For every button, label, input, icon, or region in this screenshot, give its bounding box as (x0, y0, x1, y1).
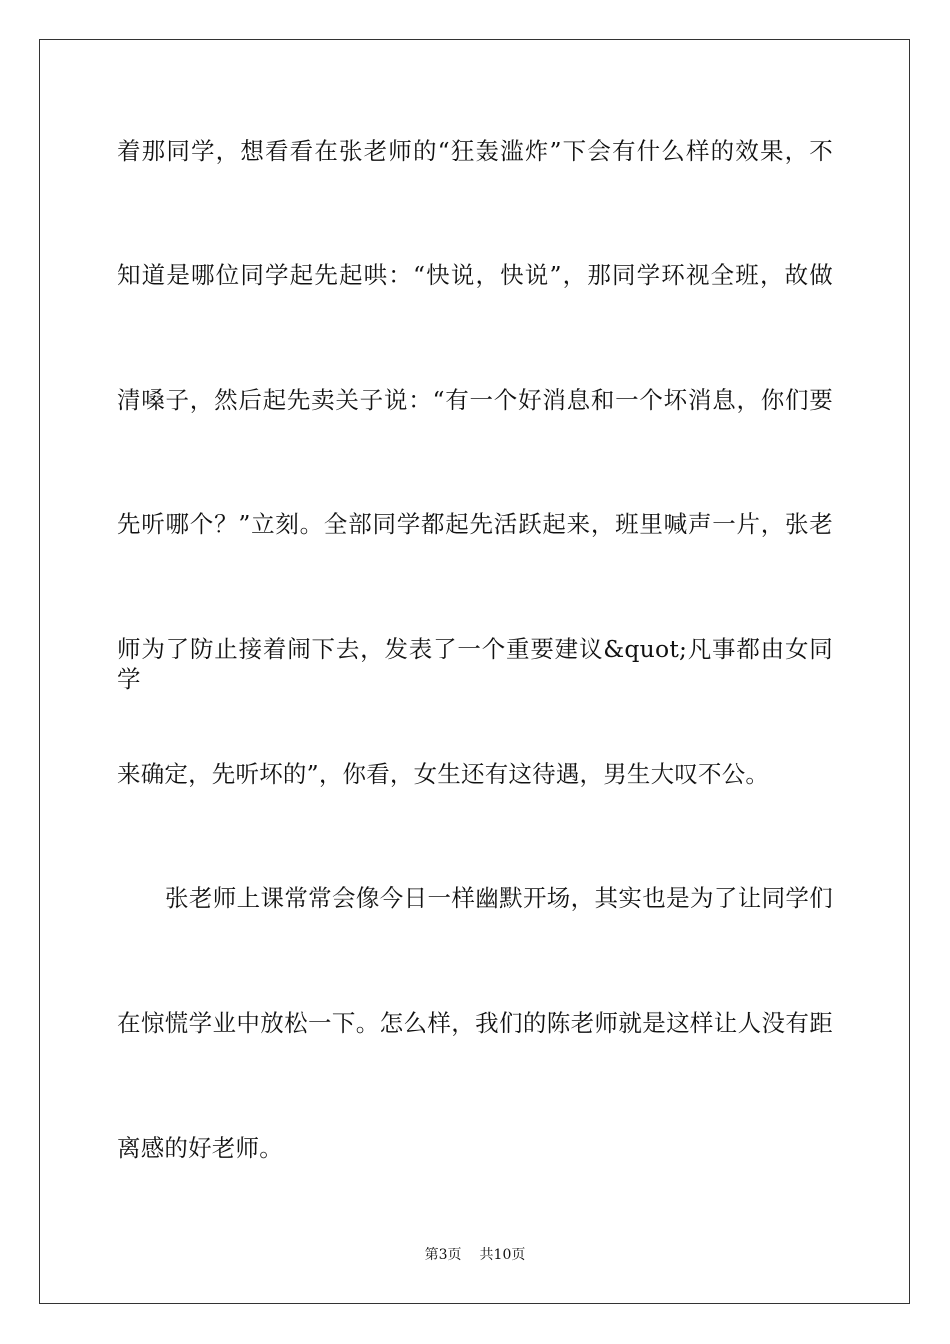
paragraph-line: 着那同学，想看看在张老师的“狂轰滥炸”下会有什么样的效果，不 (117, 137, 833, 165)
paragraph-line: 来确定，先听坏的”，你看，女生还有这待遇，男生大叹不公。 (117, 760, 770, 788)
page-frame (39, 39, 910, 1304)
paragraph-line: 知道是哪位同学起先起哄：“快说，快说”，那同学环视全班，故做 (117, 261, 833, 289)
paragraph-line: 先听哪个？”立刻。全部同学都起先活跃起来，班里喊声一片，张老 (117, 510, 833, 538)
page-number: 第3页 (424, 1247, 462, 1263)
paragraph-line: 离感的好老师。 (117, 1134, 283, 1162)
paragraph-line: 张老师上课常常会像今日一样幽默开场，其实也是为了让同学们 (165, 884, 833, 912)
page-total: 共10页 (479, 1247, 526, 1263)
paragraph-line: 清嗓子，然后起先卖关子说：“有一个好消息和一个坏消息，你们要 (117, 386, 833, 414)
paragraph-line: 师为了防止接着闹下去，发表了一个重要建议&quot;凡事都由女同学 (117, 635, 833, 693)
page-footer (0, 1244, 950, 1264)
paragraph-line: 在惊慌学业中放松一下。怎么样，我们的陈老师就是这样让人没有距 (117, 1009, 833, 1037)
